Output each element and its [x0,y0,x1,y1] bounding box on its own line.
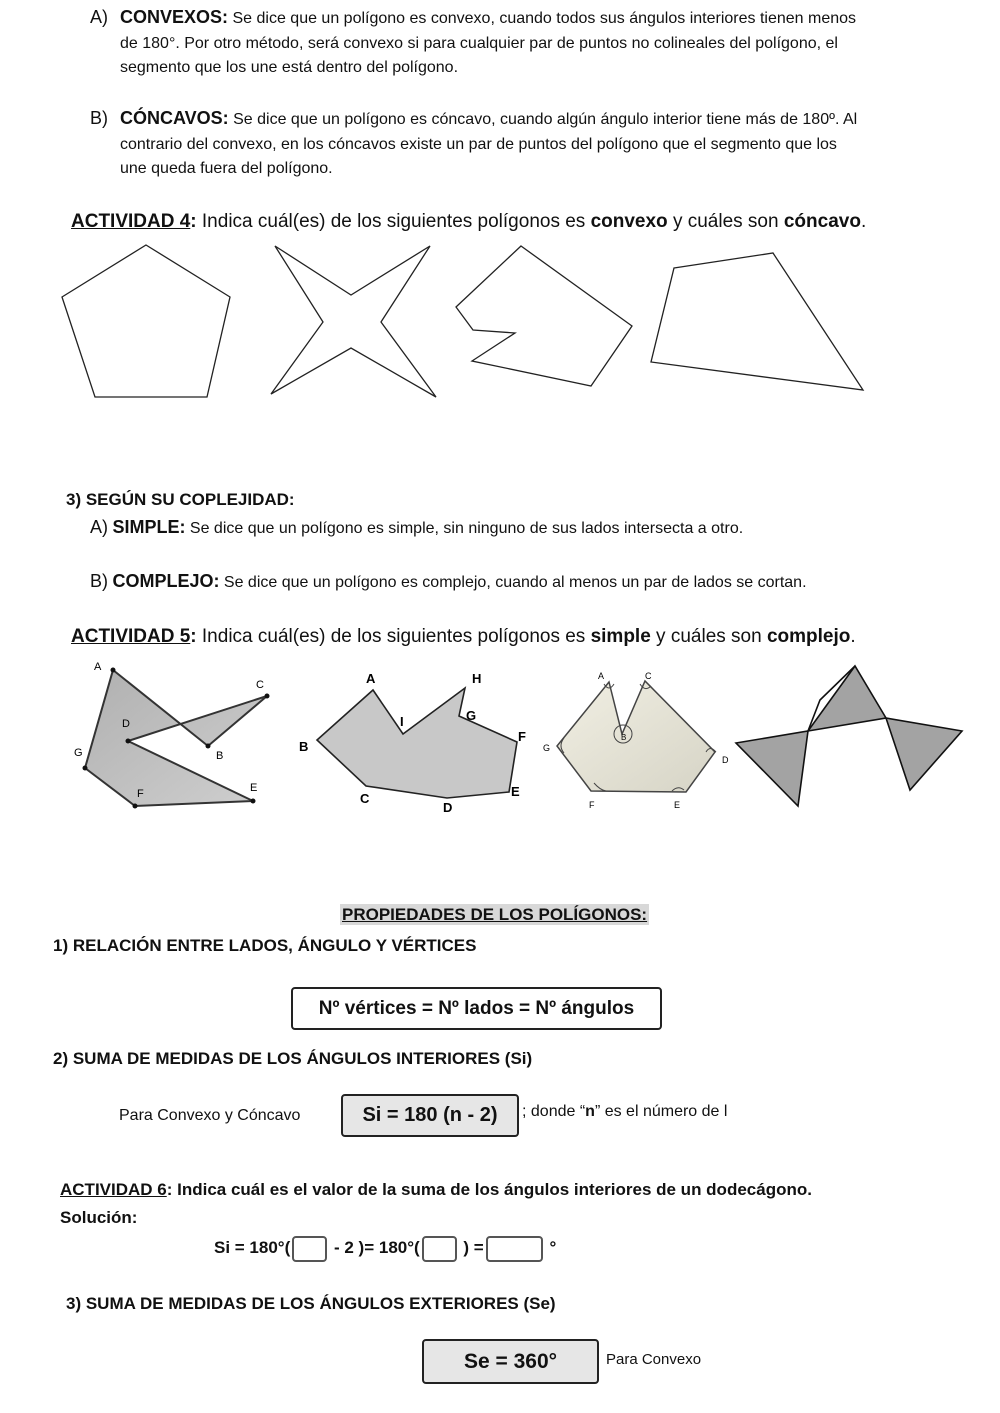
actividad5-end: . [850,626,856,647]
para-convexo-label: Para Convexo [606,1351,702,1368]
donde-n: n [585,1103,595,1120]
convexos-line-2: de 180°. Por otro método, será convexo si para cualquier par de puntos no colineales del polígono, el [120,34,838,52]
simple-figure-3 [543,671,729,810]
fig1-label-a: A [94,661,102,673]
answer-input-n-minus-2[interactable] [422,1236,457,1262]
actividad4-label: ACTIVIDAD 4 [71,211,191,232]
star-shape [271,246,436,397]
actividad5-text-a: Indica cuál(es) de los siguientes polígonos es [196,626,591,647]
solucion-label: Solución: [60,1208,138,1227]
fig2-label-b: B [299,739,309,754]
actividad6-text: : Indica cuál es el valor de la suma de los ángulos interiores de un dodecágono. [166,1180,812,1199]
convexos-term: CONVEXOS: [120,7,229,27]
actividad5-instruction [71,626,856,648]
complejo-definition [90,571,807,592]
complexity-heading: 3) SEGÚN SU COPLEJIDAD: [66,490,295,509]
actividad6-equation [214,1235,556,1262]
formula-se-text: Se = 360° [463,1349,558,1373]
formula-box-si [341,1094,519,1137]
convexos-line-1: Se dice que un polígono es convexo, cuando todos sus ángulos interiores tienen menos [228,10,857,27]
fig1-label-e: E [250,782,258,794]
concavos-line-2: contrario del convexo, en los cóncavos existe un par de puntos del polígono que el segmento que los [120,135,837,153]
concavos-definition [90,106,858,182]
fig2-label-e: E [511,784,520,799]
fig1-label-b: B [216,750,224,762]
actividad4-colon: : [190,211,197,232]
fig1-label-d: D [122,718,130,730]
formula-box-vertices [291,987,662,1030]
answer-input-n[interactable] [292,1236,327,1262]
convexos-letter: A) [90,7,108,27]
donde-text-b: ” es el número de l [594,1103,728,1120]
actividad4-instruction [71,211,866,233]
fig1-label-c: C [256,679,264,691]
simple-definition [90,517,743,538]
pentagon-shape [62,245,230,397]
actividad5-bold-complejo: complejo [766,626,851,647]
eq-part-a: Si = 180°( [214,1238,291,1257]
para-convexo-concavo-label: Para Convexo y Cóncavo [119,1107,301,1124]
fig1-label-g: G [74,747,83,759]
fig2-label-i: I [400,714,404,729]
donde-note [522,1103,727,1121]
properties-heading-3: 3) SUMA DE MEDIDAS DE LOS ÁNGULOS EXTERIORES (Se) [66,1294,556,1313]
simple-text: Se dice que un polígono es simple, sin ninguno de sus lados intersecta a otro. [185,520,744,537]
fig2-label-f: F [518,729,526,744]
actividad4-figures [0,240,1000,410]
properties-heading-2: 2) SUMA DE MEDIDAS DE LOS ÁNGULOS INTERIORES (Si) [53,1049,533,1068]
fig2-label-c: C [360,791,370,806]
properties-heading-1: 1) RELACIÓN ENTRE LADOS, ÁNGULO Y VÉRTICES [53,936,477,955]
fig2-label-d: D [443,800,453,815]
actividad4-bold-concavo: cóncavo [783,211,861,232]
fig3-label-b: B [621,733,627,742]
actividad4-text-a: Indica cuál(es) de los siguientes polígonos es [196,211,591,232]
eq-part-c: ) = [458,1238,484,1257]
formula-vertices-text: Nº vértices = Nº lados = Nº ángulos [318,997,635,1019]
fig3-label-g: G [543,743,551,753]
properties-title-text: PROPIEDADES DE LOS POLÍGONOS: [342,905,648,924]
fig3-label-f: F [589,800,595,810]
fig1-label-f: F [137,788,144,800]
properties-title [340,905,649,925]
donde-text-a: ; donde “ [522,1103,586,1120]
actividad4-end: . [860,211,867,232]
complex-figure-1 [74,661,270,809]
complejo-letter: B) [90,571,108,591]
simple-term: SIMPLE: [112,517,186,537]
fig2-label-g: G [466,708,477,723]
fig2-label-h: H [472,671,482,686]
complejo-text: Se dice que un polígono es complejo, cuando al menos un par de lados se cortan. [219,574,807,591]
fig3-label-a: A [598,671,605,681]
quadrilateral-shape [651,253,863,390]
concavos-letter: B) [90,108,108,128]
actividad5-figures [0,655,1000,820]
actividad5-colon: : [190,626,197,647]
actividad4-text-b: y cuáles son [667,211,784,232]
answer-input-result[interactable] [486,1236,543,1262]
actividad6-label: ACTIVIDAD 6 [60,1180,167,1199]
simple-figure-2 [299,671,526,815]
complex-figure-4 [736,666,962,806]
actividad6-instruction [60,1180,812,1200]
fig2-label-a: A [366,671,376,686]
concavos-term: CÓNCAVOS: [120,108,229,128]
simple-letter: A) [90,517,108,537]
fig3-label-c: C [645,671,652,681]
fig3-label-d: D [722,755,729,765]
notched-pentagon-shape [456,246,632,386]
actividad5-text-b: y cuáles son [650,626,767,647]
concavos-line-3: une queda fuera del polígono. [120,160,333,177]
convexos-line-3: segmento que los une está dentro del polígono. [120,59,459,76]
actividad5-label: ACTIVIDAD 5 [71,626,191,647]
actividad5-bold-simple: simple [590,626,651,647]
formula-si-text: Si = 180 (n - 2) [362,1104,498,1126]
formula-box-se [422,1339,599,1384]
eq-part-b: - 2 )= 180°( [329,1238,420,1257]
eq-part-d: ° [544,1238,557,1257]
fig3-label-e: E [674,800,681,810]
actividad4-bold-convexo: convexo [590,211,668,232]
complejo-term: COMPLEJO: [112,571,220,591]
concavos-line-1: Se dice que un polígono es cóncavo, cuando algún ángulo interior tiene más de 180º. Al [228,111,858,128]
convexos-definition [90,5,857,81]
